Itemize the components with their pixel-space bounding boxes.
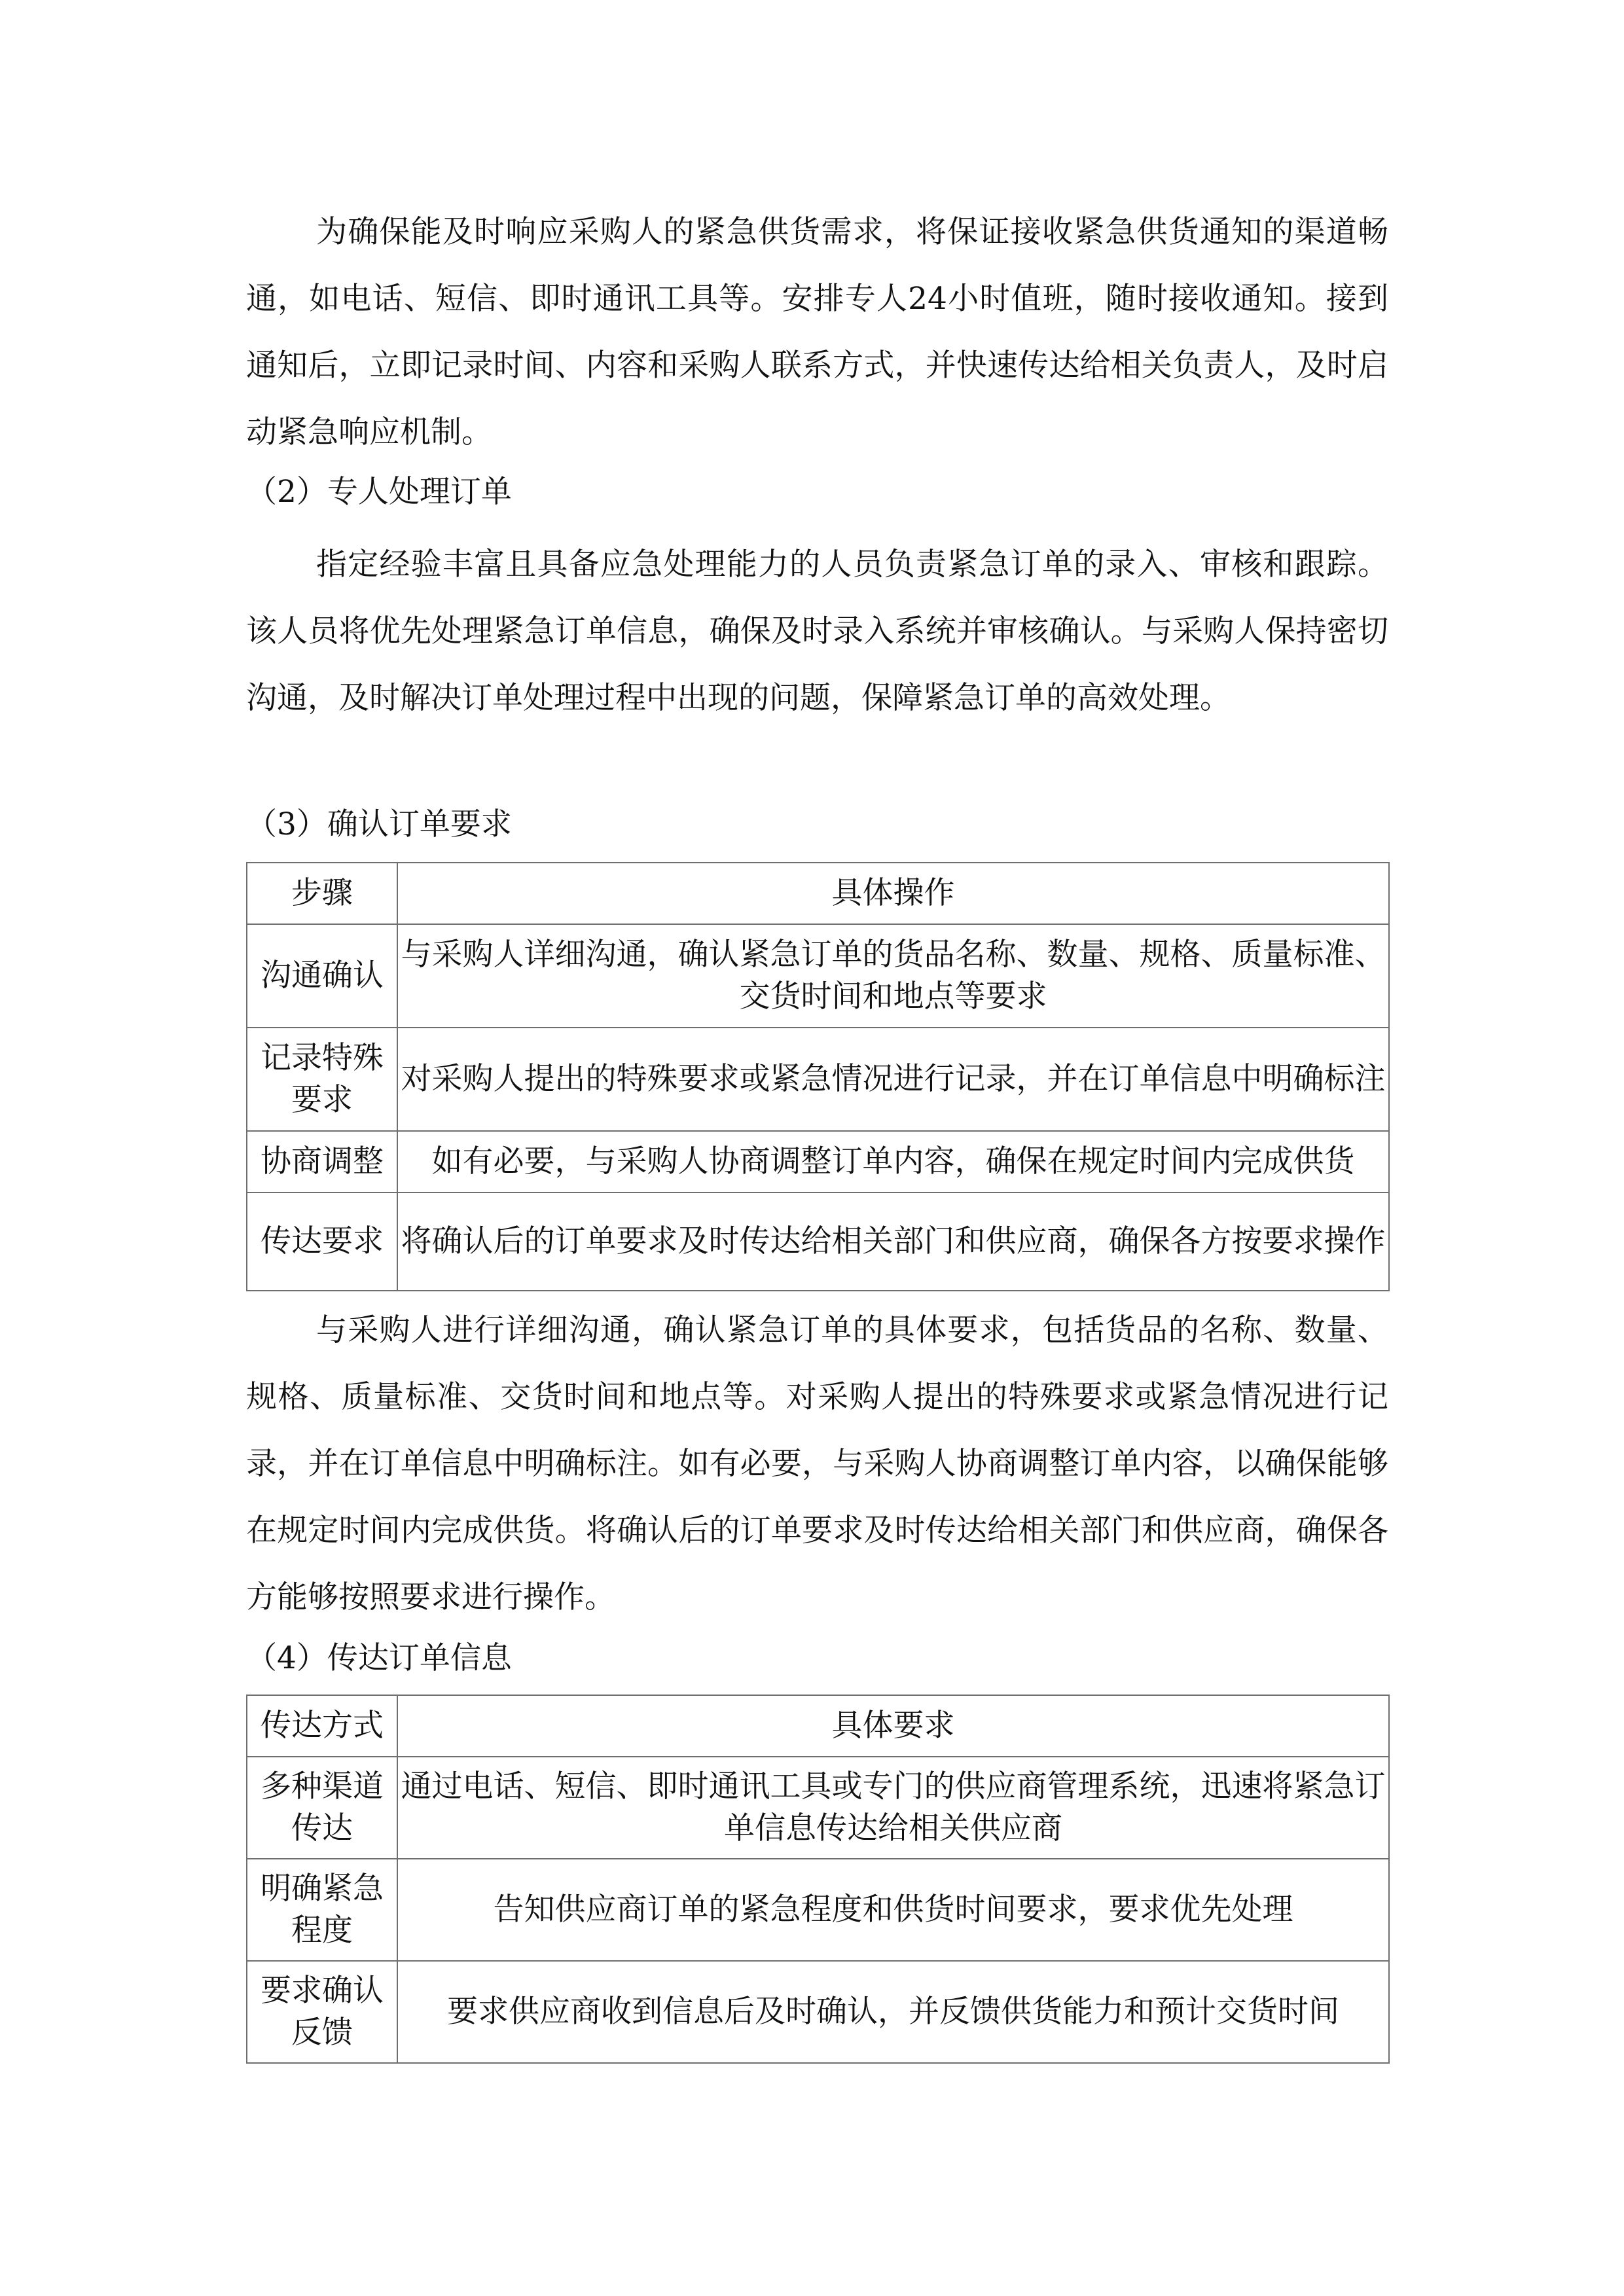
table-row — [247, 1193, 1389, 1291]
table-header-row — [247, 1695, 1389, 1757]
intro-paragraph: 为确保能及时响应采购人的紧急供货需求，将保证接收紧急供货通知的渠道畅通，如电话、短信、即时通讯工具等。安排专人24小时值班，随时接收通知。接到通知后，立即记录时间、内容和采购人联系方式，并快速传达给相关负责人，及时启动紧急响应机制。 — [246, 214, 1388, 450]
operation-cell: 对采购人提出的特殊要求或紧急情况进行记录，并在订单信息中明确标注 — [397, 1028, 1389, 1131]
requirement-cell: 要求供应商收到信息后及时确认，并反馈供货能力和预计交货时间 — [397, 1961, 1389, 2063]
requirement-cell: 通过电话、短信、即时通讯工具或专门的供应商管理系统，迅速将紧急订单信息传达给相关供应商 — [397, 1757, 1389, 1859]
table-header-cell: 具体操作 — [397, 863, 1389, 924]
step-cell: 传达要求 — [247, 1193, 397, 1291]
table-header-cell: 具体要求 — [397, 1695, 1389, 1757]
operation-cell: 与采购人详细沟通，确认紧急订单的货品名称、数量、规格、质量标准、交货时间和地点等要求 — [397, 924, 1389, 1028]
table-header-row — [247, 863, 1389, 924]
table-row — [247, 1961, 1389, 2063]
method-cell: 多种渠道传达 — [247, 1757, 397, 1859]
table-header-cell: 步骤 — [247, 863, 397, 924]
method-cell: 明确紧急程度 — [247, 1859, 397, 1961]
operation-cell: 将确认后的订单要求及时传达给相关部门和供应商，确保各方按要求操作 — [397, 1193, 1389, 1291]
confirm-requirements-table — [246, 862, 1390, 1291]
table-row — [247, 1028, 1389, 1131]
table-row — [247, 1859, 1389, 1961]
section-heading-4: （4）传达订单信息 — [246, 1640, 512, 1676]
table-row — [247, 924, 1389, 1028]
step-cell: 沟通确认 — [247, 924, 397, 1028]
requirement-cell: 告知供应商订单的紧急程度和供货时间要求，要求优先处理 — [397, 1859, 1389, 1961]
confirmation-paragraph: 与采购人进行详细沟通，确认紧急订单的具体要求，包括货品的名称、数量、规格、质量标准、交货时间和地点等。对采购人提出的特殊要求或紧急情况进行记录，并在订单信息中明确标注。如有必要，与采购人协商调整订单内容，以确保能够在规定时间内完成供货。将确认后的订单要求及时传达给相关部门和供应商，确保各方能够按照要求进行操作。 — [246, 1312, 1388, 1615]
step-cell: 协商调整 — [247, 1131, 397, 1193]
step-cell: 记录特殊要求 — [247, 1028, 397, 1131]
section-heading-2: （2）专人处理订单 — [246, 474, 512, 510]
order-handling-paragraph: 指定经验丰富且具备应急处理能力的人员负责紧急订单的录入、审核和跟踪。该人员将优先处理紧急订单信息，确保及时录入系统并审核确认。与采购人保持密切沟通，及时解决订单处理过程中出现的问题，保障紧急订单的高效处理。 — [246, 547, 1388, 716]
transmit-info-table — [246, 1695, 1390, 2064]
table-row — [247, 1131, 1389, 1193]
method-cell: 要求确认反馈 — [247, 1961, 397, 2063]
section-heading-3: （3）确认订单要求 — [246, 806, 512, 842]
table-row — [247, 1757, 1389, 1859]
operation-cell: 如有必要，与采购人协商调整订单内容，确保在规定时间内完成供货 — [397, 1131, 1389, 1193]
table-header-cell: 传达方式 — [247, 1695, 397, 1757]
